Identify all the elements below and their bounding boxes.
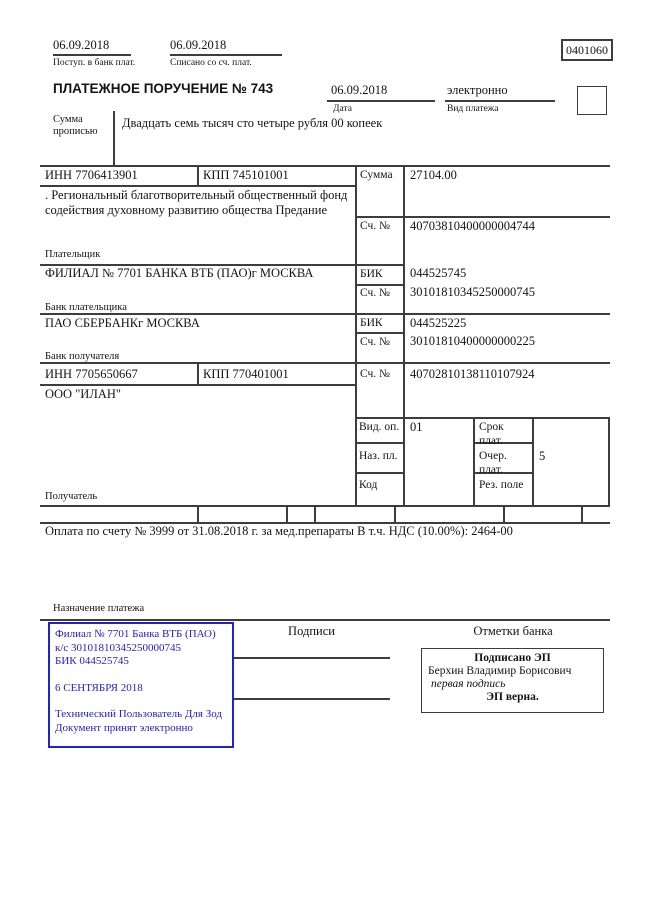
amount-words-divider: [113, 111, 115, 165]
esign-valid: ЭП верна.: [486, 691, 539, 703]
debit-date: 06.09.2018: [170, 38, 227, 52]
table-line: [40, 619, 610, 621]
table-line: [532, 417, 534, 505]
payer-inn: ИНН 7706413901: [45, 168, 138, 182]
table-line: [314, 505, 316, 522]
table-line: [40, 362, 610, 364]
receipt-date: 06.09.2018: [53, 38, 110, 52]
payer-bank-section-label: Банк плательщика: [45, 302, 127, 313]
stamp-corr-account: к/с 30101810345250000745: [55, 641, 182, 654]
stamp-user: Технический Пользователь Для Зод: [55, 708, 223, 720]
bank-marks-label: Отметки банка: [473, 624, 553, 638]
signature-line: [233, 657, 390, 659]
payee-bank-account-label: Сч. №: [360, 336, 391, 348]
table-line: [355, 284, 403, 286]
document-title: ПЛАТЕЖНОЕ ПОРУЧЕНИЕ № 743: [53, 81, 274, 96]
esign-title: Подписано ЭП: [474, 652, 551, 664]
amount-in-words-label: Сумма прописью: [53, 114, 98, 137]
pay-order-value: 5: [539, 449, 546, 463]
stamp-bik: БИК 044525745: [55, 655, 129, 667]
bank-stamp: [48, 622, 234, 748]
payee-section-label: Получатель: [45, 491, 98, 502]
table-line: [355, 417, 610, 419]
doc-date-label: Дата: [333, 104, 352, 114]
payer-bank-bik: 044525745: [410, 266, 467, 280]
payer-account-label: Сч. №: [360, 220, 391, 232]
table-line: [40, 185, 355, 187]
payer-kpp: КПП 745101001: [203, 168, 289, 182]
esign-box: [421, 648, 604, 713]
debit-date-underline: [170, 54, 282, 56]
amount-in-words: Двадцать семь тысяч сто четыре рубля 00 копеек: [122, 116, 383, 130]
empty-mark-box: [577, 86, 607, 115]
reserve-field-label: Рез. поле: [479, 479, 524, 491]
payee-bank-bik: 044525225: [410, 316, 467, 330]
doc-date-underline: [327, 100, 435, 102]
payment-type: электронно: [447, 83, 508, 97]
pay-order-label: Очер. плат.: [479, 450, 507, 476]
payer-section-label: Плательщик: [45, 249, 101, 260]
op-type-label: Вид. оп.: [359, 421, 400, 433]
table-line: [403, 165, 405, 505]
signatures-label: Подписи: [288, 624, 335, 638]
payment-type-underline: [445, 100, 555, 102]
payee-bank-section-label: Банк получателя: [45, 351, 120, 362]
doc-date: 06.09.2018: [331, 83, 388, 97]
pay-term-label: Срок плат.: [479, 421, 504, 447]
receipt-date-label: Поступ. в банк плат.: [53, 58, 136, 68]
table-line: [581, 505, 583, 522]
payer-bank-account-label: Сч. №: [360, 287, 391, 299]
payment-purpose-label: Назначение платежа: [53, 603, 145, 614]
table-line: [473, 417, 475, 505]
form-code: 0401060: [566, 43, 608, 57]
purpose-code-label: Наз. пл.: [359, 450, 398, 462]
stamp-date: 6 СЕНТЯБРЯ 2018: [55, 681, 143, 694]
table-line: [355, 442, 403, 444]
payee-name: ООО "ИЛАН": [45, 387, 121, 401]
amount-label: Сумма: [360, 169, 393, 181]
receipt-date-underline: [53, 54, 131, 56]
payee-kpp: КПП 770401001: [203, 367, 289, 381]
payee-account: 40702810138110107924: [410, 367, 535, 381]
table-line: [608, 417, 610, 505]
table-line: [503, 505, 505, 522]
payee-bank-account: 30101810400000000225: [410, 334, 535, 348]
signature-line: [233, 698, 390, 700]
payer-bank-name: ФИЛИАЛ № 7701 БАНКА ВТБ (ПАО)г МОСКВА: [45, 266, 314, 280]
table-line: [40, 505, 610, 507]
table-line: [394, 505, 396, 522]
table-line: [40, 384, 355, 386]
form-code-box: [561, 39, 613, 61]
table-line: [197, 505, 199, 522]
debit-date-label: Списано со сч. плат.: [170, 58, 252, 68]
code-label: Код: [359, 479, 378, 491]
table-line: [286, 505, 288, 522]
payee-bank-name: ПАО СБЕРБАНКг МОСКВА: [45, 316, 200, 330]
payee-account-label: Сч. №: [360, 368, 391, 380]
table-line: [355, 216, 610, 218]
payer-bank-bik-label: БИК: [360, 268, 383, 280]
payee-bank-bik-label: БИК: [360, 317, 383, 329]
table-line: [40, 165, 610, 167]
table-line: [355, 165, 357, 505]
payee-inn: ИНН 7705650667: [45, 367, 138, 381]
payer-name: . Региональный благотворительный общественный фонд содействия духовному развитию общества Предание: [45, 188, 348, 217]
table-line: [355, 332, 403, 334]
payment-type-label: Вид платежа: [447, 104, 499, 114]
stamp-bank-name: Филиал № 7701 Банка ВТБ (ПАО): [55, 628, 216, 640]
table-line: [355, 472, 403, 474]
esign-name: Берхин Владимир Борисович: [428, 665, 572, 677]
payment-purpose-text: Оплата по счету № 3999 от 31.08.2018 г. за мед.препараты В т.ч. НДС (10.00%): 2464-00: [45, 524, 513, 538]
payer-account: 40703810400000004744: [410, 219, 535, 233]
esign-type: первая подпись: [431, 678, 506, 690]
stamp-accepted: Документ принят электронно: [55, 721, 193, 734]
op-type-value: 01: [410, 420, 423, 434]
table-line: [197, 165, 199, 185]
payer-bank-account: 30101810345250000745: [410, 285, 535, 299]
amount-value: 27104.00: [410, 168, 457, 182]
table-line: [197, 362, 199, 384]
